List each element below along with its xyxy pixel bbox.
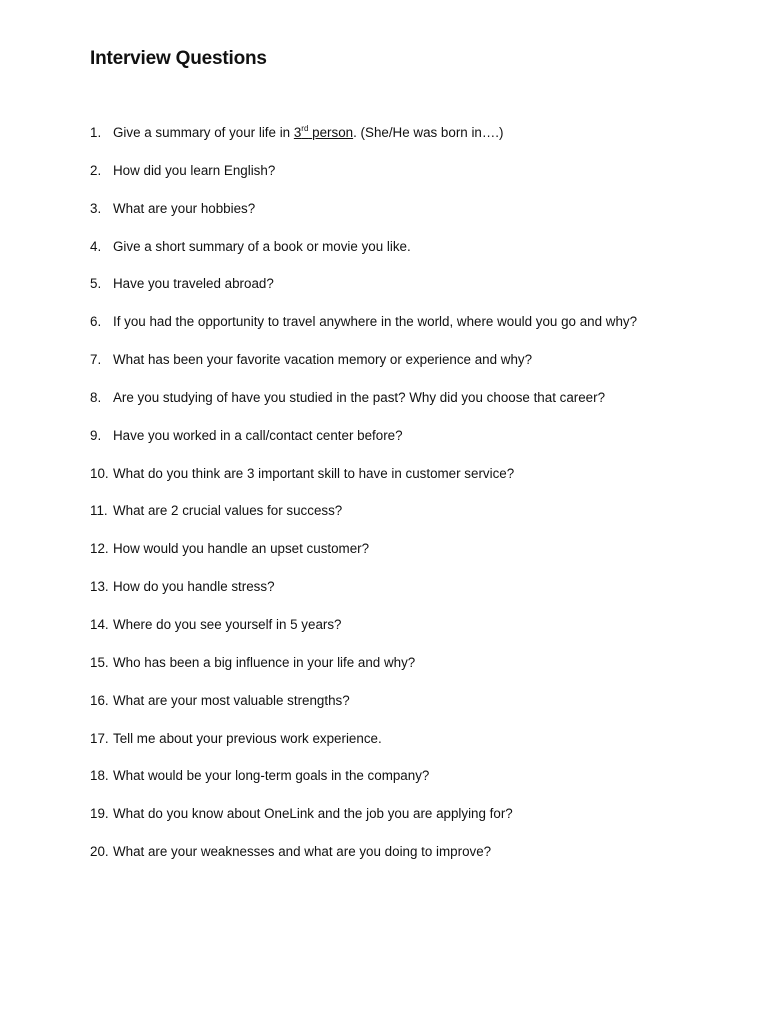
question-text: What are 2 crucial values for success?: [113, 503, 343, 519]
question-number: 13.: [90, 579, 109, 595]
question-item: [90, 238, 730, 276]
question-number: 16.: [90, 692, 109, 708]
question-item: [90, 730, 730, 768]
question-text: What are your hobbies?: [113, 200, 256, 216]
question-number: 6.: [90, 314, 102, 330]
question-number: 12.: [90, 541, 109, 557]
question-number: 7.: [90, 352, 102, 368]
question-number: 15.: [90, 654, 109, 670]
question-number: 20.: [90, 844, 109, 860]
ordinal-number: 3: [293, 125, 302, 140]
question-number: 18.: [90, 768, 109, 784]
question-item: [90, 162, 730, 200]
question-text: Have you worked in a call/contact center before?: [113, 427, 403, 443]
question-text: Where do you see yourself in 5 years?: [113, 616, 342, 632]
question-number: 8.: [90, 389, 102, 405]
question-item: [90, 351, 730, 389]
question-number: 17.: [90, 730, 109, 746]
question-item: [90, 389, 730, 427]
question-text: How did you learn English?: [113, 162, 276, 178]
question-item: [90, 502, 730, 540]
question-text: What would be your long-term goals in the company?: [113, 768, 430, 784]
question-item: [90, 805, 730, 843]
ordinal-person: [294, 125, 353, 140]
question-text: How do you handle stress?: [113, 579, 275, 595]
question-item: [90, 578, 730, 616]
question-item: [90, 275, 730, 313]
question-text: What has been your favorite vacation memory or experience and why?: [113, 352, 533, 368]
question-text-post: . (She/He was born in….): [353, 125, 504, 140]
question-text: If you had the opportunity to travel anywhere in the world, where would you go and why?: [113, 314, 638, 330]
question-number: 14.: [90, 616, 109, 632]
question-item: [90, 200, 730, 238]
question-text: Are you studying of have you studied in the past? Why did you choose that career?: [113, 389, 606, 405]
question-text: Have you traveled abroad?: [113, 276, 274, 292]
question-number: 4.: [90, 238, 102, 254]
question-item-1: [90, 124, 730, 162]
question-item: [90, 767, 730, 805]
question-text: What do you know about OneLink and the job you are applying for?: [113, 806, 513, 822]
document-title: Interview Questions: [90, 48, 267, 69]
question-item: [90, 843, 730, 881]
question-text: What are your weaknesses and what are you doing to improve?: [113, 844, 492, 860]
question-item: [90, 692, 730, 730]
question-number: 10.: [90, 465, 109, 481]
question-number: 5.: [90, 276, 102, 292]
question-item: [90, 540, 730, 578]
question-list: [90, 124, 730, 881]
question-item: [90, 654, 730, 692]
question-text-pre: Give a summary of your life in: [113, 125, 294, 140]
question-number: 11.: [90, 503, 108, 519]
underlined-word: person: [312, 125, 354, 140]
question-text: What do you think are 3 important skill to have in customer service?: [113, 465, 515, 481]
question-text: Who has been a big influence in your life and why?: [113, 654, 416, 670]
question-text: What are your most valuable strengths?: [113, 692, 350, 708]
question-item: [90, 313, 730, 351]
question-text: Tell me about your previous work experience.: [113, 730, 382, 746]
question-number: 9.: [90, 427, 102, 443]
question-item: [90, 465, 730, 503]
question-text: How would you handle an upset customer?: [113, 541, 370, 557]
question-item: [90, 616, 730, 654]
question-text: Give a short summary of a book or movie you like.: [113, 238, 411, 254]
question-number: 3.: [90, 200, 102, 216]
ordinal-suffix: rd: [301, 124, 309, 133]
question-number: 1.: [90, 125, 102, 140]
question-number: 2.: [90, 162, 102, 178]
question-text: [113, 124, 503, 142]
question-number: 19.: [90, 806, 109, 822]
question-item: [90, 427, 730, 465]
